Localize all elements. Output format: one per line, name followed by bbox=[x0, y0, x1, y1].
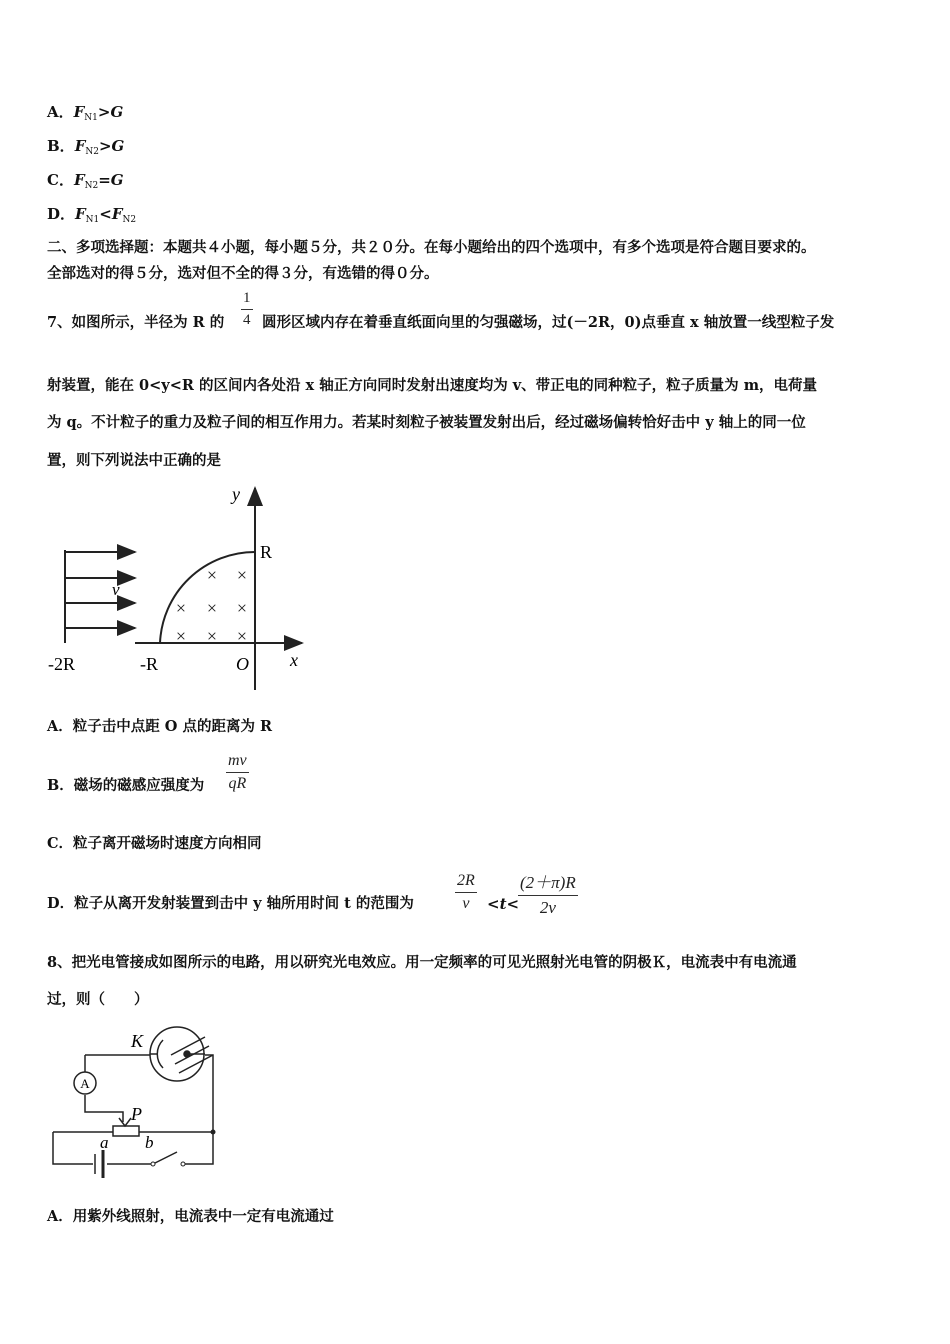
x-axis-label: x bbox=[290, 650, 298, 670]
q7-stem-part1: 7、如图所示，半径为 R 的 bbox=[47, 314, 225, 331]
section2-line2: 全部选对的得５分，选对但不全的得３分，有选错的得０分。 bbox=[47, 265, 439, 282]
q6-option-a: A．$F_{N1}>G$ bbox=[47, 103, 124, 123]
label-a: a bbox=[100, 1133, 109, 1152]
q8-stem-line2: 过，则（ ） bbox=[47, 991, 149, 1008]
label-P: P bbox=[131, 1104, 142, 1124]
q7-option-d-fraction1: 2R v bbox=[457, 872, 475, 912]
label-neg-2R: -2R bbox=[48, 654, 75, 674]
q8-photoelectric-circuit bbox=[45, 1022, 225, 1182]
cathode bbox=[157, 1040, 163, 1068]
field-cross: × bbox=[206, 565, 218, 585]
q7-option-d-fraction2: (2＋π)R 2v bbox=[520, 873, 576, 917]
label-R: R bbox=[260, 542, 273, 562]
field-cross: × bbox=[175, 598, 187, 618]
q7-option-c: C．粒子离开磁场时速度方向相同 bbox=[47, 835, 262, 852]
field-cross: × bbox=[206, 598, 218, 618]
label-neg-R: -R bbox=[140, 654, 158, 674]
field-cross: × bbox=[206, 626, 218, 646]
section2-line1: 二、多项选择题：本题共４小题，每小题５分，共２０分。在每小题给出的四个选项中，有多个选项是符合题目要求的。 bbox=[47, 239, 816, 256]
light-ray bbox=[179, 1055, 213, 1073]
label-b: b bbox=[145, 1133, 154, 1152]
ammeter-label: A bbox=[80, 1076, 90, 1091]
label-v: v bbox=[112, 580, 120, 599]
q6-option-c: C．$F_{N2}=G$ bbox=[47, 171, 124, 191]
q7-option-d: D．粒子从离开发射装置到击中 y 轴所用时间 t 的范围为 bbox=[47, 895, 414, 912]
rheostat bbox=[113, 1126, 139, 1136]
q7-quarter-fraction: 1 4 bbox=[243, 290, 251, 328]
field-cross: × bbox=[236, 598, 248, 618]
q8-stem-line1: 8、把光电管接成如图所示的电路，用以研究光电效应。用一定频率的可见光照射光电管的阴极Ｋ，电流表中有电流通 bbox=[47, 954, 797, 971]
q7-stem-line2: 射装置，能在 0<y<R 的区间内各处沿 x 轴正方向同时发射出速度均为 v、带正电的同种粒子，粒子质量为 m，电荷量 bbox=[47, 377, 818, 394]
q7-option-d-inequality: <t< bbox=[487, 895, 520, 913]
label-K: K bbox=[131, 1031, 144, 1051]
wire bbox=[53, 1132, 93, 1164]
q7-stem-line4: 置，则下列说法中正确的是 bbox=[47, 452, 221, 469]
q7-option-a: A．粒子击中点距 O 点的距离为 R bbox=[47, 718, 273, 735]
y-axis-label: y bbox=[232, 484, 240, 504]
q7-option-b: B．磁场的磁感应强度为 bbox=[47, 777, 205, 794]
q7-stem-part2: 圆形区域内存在着垂直纸面向里的匀强磁场，过(－2R，0)点垂直 x 轴放置一线型粒子发 bbox=[262, 314, 835, 331]
q8-option-a: A．用紫外线照射，电流表中一定有电流通过 bbox=[47, 1208, 334, 1225]
q6-option-d: D．$F_{N1}<F_{N2}$ bbox=[47, 205, 137, 225]
field-cross: × bbox=[175, 626, 187, 646]
switch bbox=[153, 1152, 177, 1164]
wire bbox=[205, 1055, 213, 1132]
q7-magnetic-field-figure bbox=[40, 480, 330, 700]
wire bbox=[185, 1132, 213, 1164]
field-cross: × bbox=[236, 565, 248, 585]
field-cross: × bbox=[236, 626, 248, 646]
q7-option-b-fraction: mv qR bbox=[228, 752, 247, 792]
q7-stem-line3: 为 q。不计粒子的重力及粒子间的相互作用力。若某时刻粒子被装置发射出后，经过磁场偏转恰好击中 y 轴上的同一位 bbox=[47, 414, 806, 431]
origin-label: O bbox=[236, 654, 249, 674]
q6-option-b: B．$F_{N2}>G$ bbox=[47, 137, 125, 157]
wire bbox=[85, 1095, 123, 1122]
